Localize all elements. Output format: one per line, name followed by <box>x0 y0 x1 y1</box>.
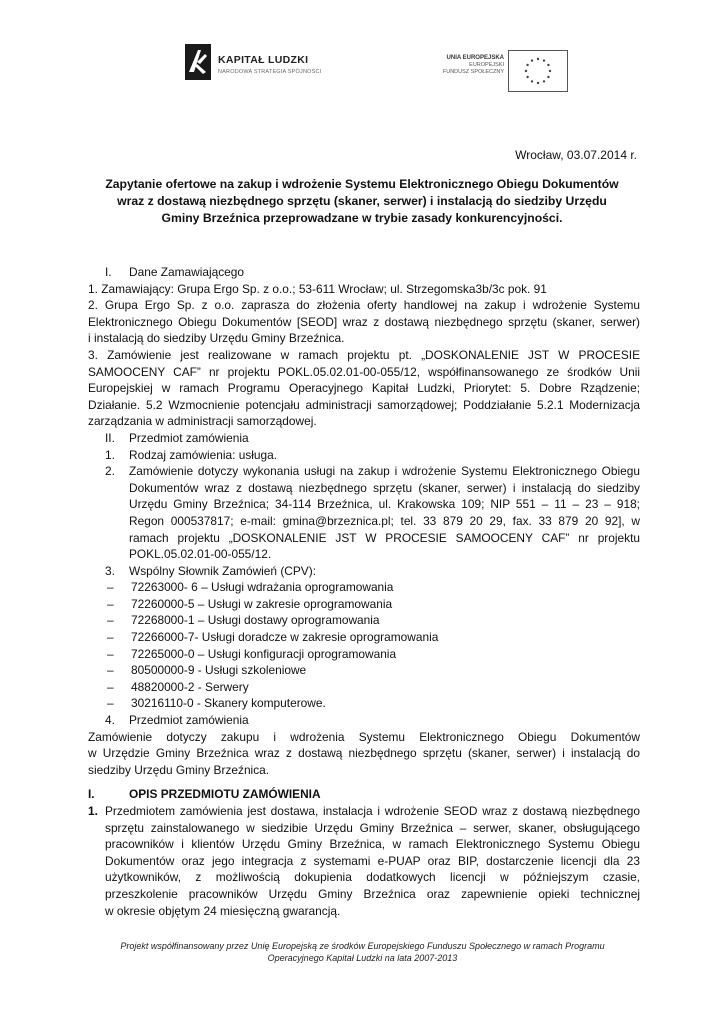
section-title: OPIS PRZEDMIOTU ZAMÓWIENIA <box>129 787 321 802</box>
paragraph-line <box>88 803 640 820</box>
cpv-item <box>88 646 640 663</box>
title-line: wraz z dostawą niezbędnego sprzętu (skaner, serwer) i instalacją do siedziby Urzędu <box>117 194 607 208</box>
document-body <box>88 264 640 919</box>
list-number: 4. <box>105 713 115 728</box>
footer-line: Operacyjnego Kapitał Ludzki na lata 2007-2013 <box>267 953 458 963</box>
paragraph-line: w Urzędzie Gminy Brzeźnica wraz z dostawą niezbędnego sprzętu (skaner, serwer) i instalacją do <box>88 746 640 761</box>
paragraph-line: Zamówienie dotyczy zakupu i wdrożenia Systemu Elektronicznego Obiegu Dokumentów <box>88 729 640 744</box>
cpv-item <box>88 662 640 679</box>
dash-bullet: – <box>107 580 114 595</box>
document-date: Wrocław, 03.07.2014 r. <box>515 148 637 162</box>
list-item <box>88 563 640 580</box>
paragraph-line: Działanie. 5.2 Wzmocnienie potencjału administracji samorządowej; Poddziałanie 5.2.1 Modernizacja <box>88 397 640 412</box>
section-heading <box>88 786 640 803</box>
dash-bullet: – <box>107 696 114 711</box>
cpv-item <box>88 596 640 613</box>
list-text: Przedmiot zamówienia <box>129 713 249 728</box>
paragraph-line: w okresie objętym 24 miesięczną gwarancją. <box>105 903 341 918</box>
cpv-item <box>88 579 640 596</box>
paragraph-line: przeszkolenie pracowników Urzędu Gminy Brzeźnica oraz zapewnienie opieki technicznej <box>105 886 640 901</box>
eu-flag-icon <box>508 50 568 92</box>
paragraph-line: użytkowników, z możliwością dokupienia dodatkowych licencji w późniejszym czasie, <box>105 870 640 885</box>
cpv-code: 72260000-5 – Usługi w zakresie oprogramowania <box>131 596 393 611</box>
title-line: Zapytanie ofertowe na zakup i wdrożenie Systemu Elektronicznego Obiegu Dokumentów <box>105 177 619 191</box>
page-footer <box>80 940 645 964</box>
paragraph-line: POKL.05.02.01-00-055/12. <box>129 547 272 562</box>
kapital-ludzki-emblem-icon <box>185 44 211 80</box>
eu-line3: FUNDUSZ SPOŁECZNY <box>442 69 504 75</box>
cpv-code: 80500000-9 - Usługi szkoleniowe <box>131 663 307 678</box>
paragraph-line: i instalacją do siedziby Urzędu Gminy Brzeźnica. <box>88 331 345 346</box>
dash-bullet: – <box>107 646 114 661</box>
dash-bullet: – <box>107 613 114 628</box>
cpv-item <box>88 695 640 712</box>
dash-bullet: – <box>107 630 114 645</box>
dash-bullet: – <box>107 596 114 611</box>
kapital-ludzki-logo <box>185 44 345 90</box>
cpv-code: 72266000-7- Usługi doradcze w zakresie oprogramowania <box>131 630 439 645</box>
cpv-code: 72265000-0 – Usługi konfiguracji oprogramowania <box>131 646 397 661</box>
paragraph-line: ramach projektu „DOSKONALENIE JST W PROCESIE SAMOOCENY CAF” nr projektu <box>129 530 640 545</box>
paragraph-line: siedziby Urzędu Gminy Brzeźnica. <box>88 762 270 777</box>
paragraph-number: 1. <box>88 804 98 818</box>
document-title <box>88 176 636 227</box>
paragraph-text: Przedmiotem zamówienia jest dostawa, instalacja i wdrożenie SEOD wraz z dostawą niezbędnego <box>105 804 640 818</box>
paragraph-line: pracowników i klientów Urzędu Gminy Brzeźnica, w ramach Elektronicznego Systemu Obiegu <box>105 837 640 852</box>
cpv-item <box>88 629 640 646</box>
list-text: Zamówienie dotyczy wykonania usługi na zakup i wdrożenie Systemu Elektronicznego Obiegu <box>129 464 640 479</box>
cpv-item <box>88 612 640 629</box>
cpv-code: 30216110-0 - Skanery komputerowe. <box>131 696 326 711</box>
eu-text <box>443 54 504 76</box>
dash-bullet: – <box>107 663 114 678</box>
list-item <box>88 712 640 729</box>
section-title: Przedmiot zamówienia <box>129 430 249 445</box>
list-number: 3. <box>105 563 115 578</box>
paragraph-line: Urzędu Gminy Brzeźnica; 34-114 Brzeźnica, ul. Krakowska 109; NIP 551 – 11 – 23 – 918; <box>129 497 640 512</box>
section-numeral: I. <box>88 787 95 802</box>
list-item <box>88 463 640 480</box>
eu-logo <box>430 44 590 94</box>
paragraph-line: Elektronicznego Obiegu Dokumentów [SEOD] wraz z dostawą niezbędnego sprzętu (skaner, serwer) <box>88 314 640 329</box>
section-title: Dane Zamawiającego <box>129 265 245 279</box>
cpv-code: 48820000-2 - Serwery <box>131 679 249 694</box>
dash-bullet: – <box>107 679 114 694</box>
cpv-code: 72263000- 6 – Usługi wdrażania oprogramowania <box>131 580 394 595</box>
paragraph-line: Regon 000537817; e-mail: gmina@brzeznica.pl; tel. 33 879 20 29, fax. 33 879 20 92], w <box>129 513 640 528</box>
list-number: 1. <box>105 447 115 462</box>
list-text: Wspólny Słownik Zamówień (CPV): <box>129 563 316 578</box>
section-heading <box>88 430 640 447</box>
list-item <box>88 447 640 464</box>
list-number: 2. <box>105 464 115 479</box>
section-numeral: II. <box>105 430 115 445</box>
eu-line2: EUROPEJSKI <box>469 62 504 68</box>
cpv-item <box>88 679 640 696</box>
eu-line1: UNIA EUROPEJSKA <box>446 55 504 61</box>
title-line: Gminy Brzeźnica przeprowadzane w trybie zasady konkurencyjności. <box>161 211 563 225</box>
paragraph-line: SAMOOCENY CAF” nr projektu POKL.05.02.01-00-055/12, współfinansowanego ze środków Unii <box>88 364 640 379</box>
footer-line: Projekt współfinansowany przez Unię Europejską ze środków Europejskiego Funduszu Społecznego w ramach Programu <box>120 941 605 951</box>
section-heading <box>88 264 640 281</box>
paragraph-line: Dokumentów oraz jego integracja z systemami e-PUAP oraz BIP, dostarczenie licencji dla 23 <box>105 853 640 868</box>
paragraph-line: Dokumentów wraz z dostawą niezbędnego sprzętu (skaner, serwer) i instalacją do siedziby <box>129 480 640 495</box>
cpv-code: 72268000-1 – Usługi dostawy oprogramowania <box>131 613 380 628</box>
list-text: Rodzaj zamówienia: usługa. <box>129 447 278 462</box>
paragraph-line: 3. Zamówienie jest realizowane w ramach projektu pt. „DOSKONALENIE JST W PROCESIE <box>88 347 640 362</box>
section-numeral: I. <box>105 265 112 279</box>
paragraph-line: sprzętu zainstalowanego w siedzibie Urzędu Gminy Brzeźnica – serwer, skaner, obsługującego <box>105 820 640 835</box>
kl-title: KAPITAŁ LUDZKI <box>218 54 309 66</box>
kl-subtitle: NARODOWA STRATEGIA SPÓJNOŚCI <box>218 69 322 75</box>
paragraph-line: zarządzania w administracji samorządowej. <box>88 414 317 429</box>
paragraph-line: 2. Grupa Ergo Sp. z o.o. zaprasza do złożenia oferty handlowej na zakup i wdrożenie Systemu <box>88 298 640 313</box>
paragraph-line: 1. Zamawiający: Grupa Ergo Sp. z o.o.; 53-611 Wrocław; ul. Strzegomska3b/3c pok. 91 <box>88 281 547 296</box>
paragraph-line: Europejskiej w ramach Programu Operacyjnego Kapitał Ludzki, Priorytet: 5. Dobre Rządzenie; <box>88 381 640 396</box>
